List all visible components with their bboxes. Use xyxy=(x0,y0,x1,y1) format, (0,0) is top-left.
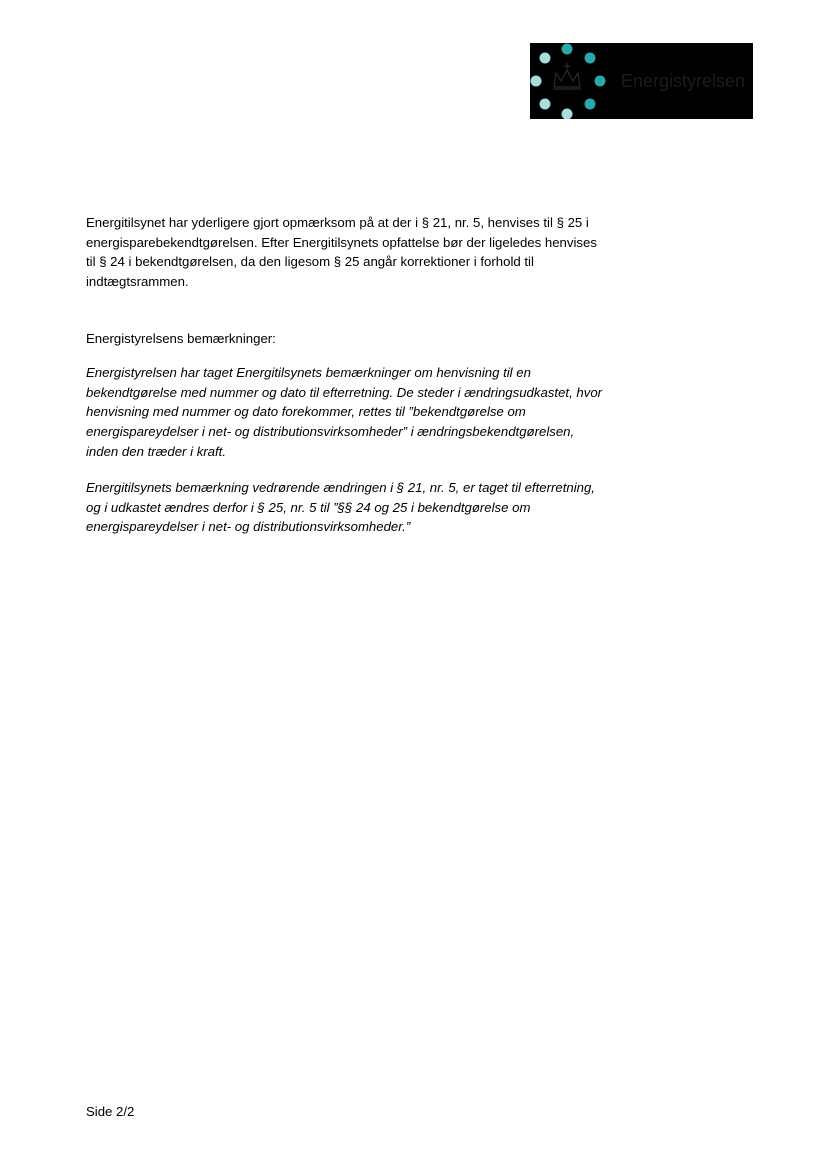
heading-text: Energistyrelsens bemærkninger: xyxy=(86,331,276,346)
logo-wordmark: Energistyrelsen xyxy=(621,71,746,91)
section-heading xyxy=(86,329,606,349)
paragraph-energitilsynet xyxy=(86,213,606,292)
crown-with-dots-icon xyxy=(530,43,620,119)
body-text: Energitilsynets bemærkning vedrørende ændringen i § 21, nr. 5, er taget til efterretning, og i udkastet ændres derfor i § 25, nr. 5 til ”§§ 24 og 25 i bekendtgørelse om energispareydelser i net- og distributionsvirksomheder.” xyxy=(86,480,595,535)
page-number: Side 2/2 xyxy=(86,1104,135,1119)
energistyrelsen-logo xyxy=(530,43,753,119)
body-text: Energistyrelsen har taget Energitilsynets bemærkninger om henvisning til en bekendtgørelse med nummer og dato til efterretning. De steder i ændringsudkastet, hvor henvisning med nummer og dato forekommer, rettes til ”bekendtgørelse om energispareydelser i net- og distributionsvirksomheder” i ændringsbekendtgørelsen, inden den træder i kraft. xyxy=(86,365,603,459)
body-text: Energitilsynet har yderligere gjort opmærksom på at der i § 21, nr. 5, henvises til § 25 i energisparebekendtgørelsen. Efter Energitilsynets opfattelse bør der ligeledes henvises til § 24 i bekendtgørelsen, da den ligesom § 25 angår korrektioner i forhold til indtægtsrammen. xyxy=(86,215,597,290)
paragraph-response-2 xyxy=(86,478,606,537)
paragraph-response-1 xyxy=(86,363,606,462)
